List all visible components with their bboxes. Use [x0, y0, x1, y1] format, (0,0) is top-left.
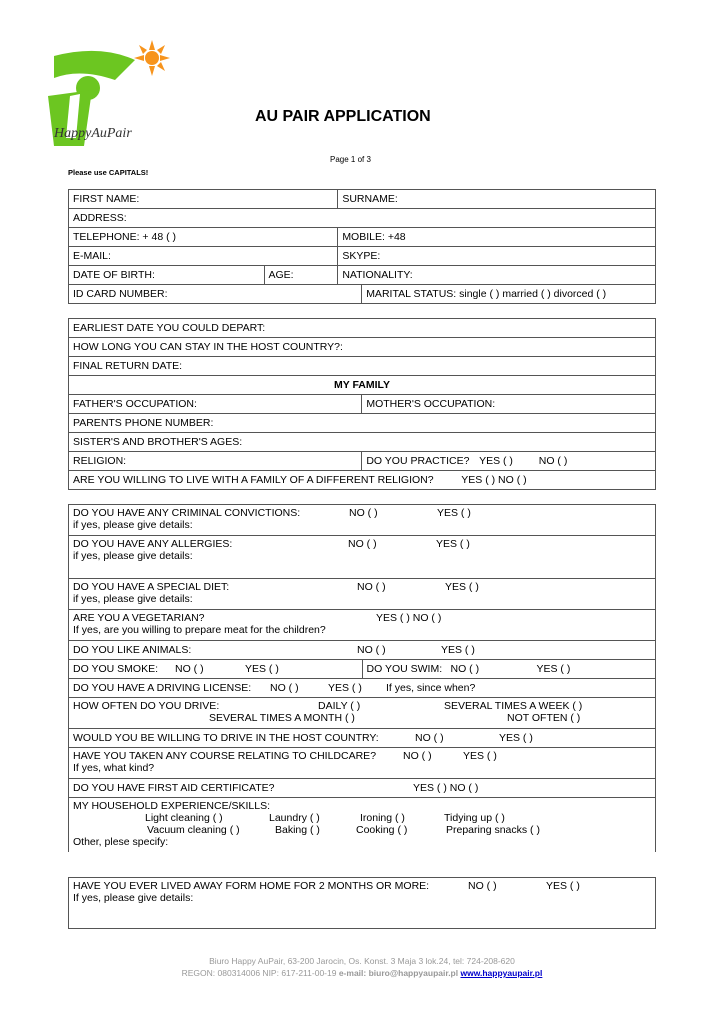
tidying-option[interactable]: Tidying up ( ): [444, 812, 505, 824]
first-aid-question: DO YOU HAVE FIRST AID CERTIFICATE?: [73, 782, 275, 794]
practice-no-option[interactable]: NO ( ): [538, 455, 568, 467]
telephone-field[interactable]: TELEPHONE: + 48 ( ): [69, 228, 338, 247]
footer-website-link[interactable]: www.happyaupair.pl: [460, 968, 543, 978]
diet-details-label: if yes, please give details:: [73, 593, 193, 605]
father-occupation-field[interactable]: FATHER'S OCCUPATION:: [69, 395, 362, 414]
smoke-no-option[interactable]: NO ( ): [175, 663, 204, 675]
license-question: DO YOU HAVE A DRIVING LICENSE:: [73, 682, 252, 694]
different-religion-question: ARE YOU WILLING TO LIVE WITH A FAMILY OF A DIFFERENT RELIGION?: [73, 474, 434, 486]
page-number: Page 1 of 3: [330, 155, 371, 164]
happyaupair-logo: [40, 38, 180, 150]
footer-address: Biuro Happy AuPair, 63-200 Jarocin, Os. Konst. 3 Maja 3 lok.24, tel: 724-208-620: [209, 956, 515, 966]
vegetarian-row: [69, 610, 656, 641]
drive-month-option[interactable]: SEVERAL TIMES A MONTH ( ): [209, 712, 355, 724]
capitals-note: Please use CAPITALS!: [68, 168, 149, 177]
address-field[interactable]: ADDRESS:: [69, 209, 656, 228]
license-since-question: If yes, since when?: [386, 682, 476, 694]
footer-company-line: [0, 968, 724, 978]
allergies-yes-option[interactable]: YES ( ): [436, 538, 470, 550]
driving-license-row: [69, 679, 656, 698]
surname-field[interactable]: SURNAME:: [338, 190, 656, 209]
drive-week-option[interactable]: SEVERAL TIMES A WEEK ( ): [444, 700, 583, 712]
light-cleaning-option[interactable]: Light cleaning ( ): [145, 812, 223, 824]
lived-away-question: HAVE YOU EVER LIVED AWAY FORM HOME FOR 2 MONTHS OR MORE:: [73, 880, 430, 892]
personal-info-table: [68, 189, 656, 304]
health-skills-table: [68, 504, 656, 852]
criminal-question: DO YOU HAVE ANY CRIMINAL CONVICTIONS:: [73, 507, 301, 519]
nationality-field[interactable]: NATIONALITY:: [338, 266, 656, 285]
snacks-option[interactable]: Preparing snacks ( ): [446, 824, 540, 836]
household-skills-row: [69, 798, 656, 853]
swim-question: DO YOU SWIM:: [366, 663, 443, 675]
other-skills-label: Other, plese specify:: [73, 836, 169, 848]
email-field[interactable]: E-MAIL:: [69, 247, 338, 266]
id-card-field[interactable]: ID CARD NUMBER:: [69, 285, 362, 304]
host-drive-question: WOULD YOU BE WILLING TO DRIVE IN THE HOST COUNTRY:: [73, 732, 379, 744]
swim-no-option[interactable]: NO ( ): [450, 663, 480, 675]
siblings-ages-field[interactable]: SISTER'S AND BROTHER'S AGES:: [69, 433, 656, 452]
swim-field: [362, 660, 656, 679]
mobile-field[interactable]: MOBILE: +48: [338, 228, 656, 247]
practice-yes-option[interactable]: YES ( ): [479, 455, 513, 467]
host-drive-row: [69, 729, 656, 748]
diet-question: DO YOU HAVE A SPECIAL DIET:: [73, 581, 230, 593]
swim-yes-option[interactable]: YES ( ): [536, 663, 571, 675]
childcare-row: [69, 748, 656, 779]
lived-away-row: [69, 878, 656, 929]
host-drive-yes-option[interactable]: YES ( ): [499, 732, 533, 744]
childcare-no-option[interactable]: NO ( ): [403, 750, 432, 762]
first-aid-row: [69, 779, 656, 798]
vegetarian-meat-question: If yes, are you willing to prepare meat for the children?: [73, 624, 326, 636]
laundry-option[interactable]: Laundry ( ): [269, 812, 320, 824]
host-drive-no-option[interactable]: NO ( ): [415, 732, 444, 744]
earliest-departure-field[interactable]: EARLIEST DATE YOU COULD DEPART:: [69, 319, 656, 338]
household-question: MY HOUSEHOLD EXPERIENCE/SKILLS:: [73, 800, 271, 812]
footer-regon: REGON: 080314006 NIP: 617-211-00-19: [181, 968, 337, 978]
lived-away-no-option[interactable]: NO ( ): [468, 880, 497, 892]
page-title: AU PAIR APPLICATION: [255, 108, 431, 125]
ironing-option[interactable]: Ironing ( ): [360, 812, 405, 824]
different-religion-options[interactable]: YES ( ) NO ( ): [461, 474, 527, 486]
drive-not-often-option[interactable]: NOT OFTEN ( ): [507, 712, 581, 724]
childcare-question: HAVE YOU TAKEN ANY COURSE RELATING TO CHILDCARE?: [73, 750, 377, 762]
animals-yes-option[interactable]: YES ( ): [441, 644, 475, 656]
practice-field: [362, 452, 656, 471]
lived-away-yes-option[interactable]: YES ( ): [546, 880, 580, 892]
stay-length-field[interactable]: HOW LONG YOU CAN STAY IN THE HOST COUNTRY?:: [69, 338, 656, 357]
license-yes-option[interactable]: YES ( ): [328, 682, 362, 694]
diet-no-option[interactable]: NO ( ): [357, 581, 386, 593]
criminal-details-label: if yes, please give details:: [73, 519, 193, 531]
diet-row: [69, 579, 656, 610]
allergies-row: [69, 536, 656, 579]
final-return-field[interactable]: FINAL RETURN DATE:: [69, 357, 656, 376]
vacuum-cleaning-option[interactable]: Vacuum cleaning ( ): [147, 824, 240, 836]
baking-option[interactable]: Baking ( ): [275, 824, 320, 836]
criminal-no-option[interactable]: NO ( ): [349, 507, 378, 519]
animals-row: [69, 641, 656, 660]
allergies-question: DO YOU HAVE ANY ALLERGIES:: [73, 538, 233, 550]
first-name-field[interactable]: FIRST NAME:: [69, 190, 338, 209]
first-aid-options[interactable]: YES ( ) NO ( ): [413, 782, 479, 794]
allergies-details-label: if yes, please give details:: [73, 550, 193, 562]
footer-email[interactable]: e-mail: biuro@happyaupair.pl: [338, 968, 459, 978]
age-field[interactable]: AGE:: [264, 266, 338, 285]
lived-away-details-label: If yes, please give details:: [73, 892, 194, 904]
date-of-birth-field[interactable]: DATE OF BIRTH:: [69, 266, 265, 285]
lived-away-table: [68, 877, 656, 929]
childcare-kind-question: If yes, what kind?: [73, 762, 155, 774]
animals-no-option[interactable]: NO ( ): [357, 644, 386, 656]
parents-phone-field[interactable]: PARENTS PHONE NUMBER:: [69, 414, 656, 433]
drive-question: HOW OFTEN DO YOU DRIVE:: [73, 700, 220, 712]
childcare-yes-option[interactable]: YES ( ): [463, 750, 497, 762]
smoke-yes-option[interactable]: YES ( ): [245, 663, 279, 675]
allergies-no-option[interactable]: NO ( ): [348, 538, 377, 550]
mother-occupation-field[interactable]: MOTHER'S OCCUPATION:: [362, 395, 656, 414]
license-no-option[interactable]: NO ( ): [270, 682, 299, 694]
animals-question: DO YOU LIKE ANIMALS:: [73, 644, 192, 656]
cooking-option[interactable]: Cooking ( ): [356, 824, 408, 836]
diet-yes-option[interactable]: YES ( ): [445, 581, 479, 593]
family-info-table: [68, 318, 656, 490]
religion-field[interactable]: RELIGION:: [69, 452, 362, 471]
svg-text:HappyAuPair: HappyAuPair: [54, 126, 132, 141]
drive-daily-option[interactable]: DAILY ( ): [318, 700, 361, 712]
my-family-heading: MY FAMILY: [69, 376, 656, 395]
vegetarian-question: ARE YOU A VEGETARIAN?: [73, 612, 205, 624]
drive-frequency-row: [69, 698, 656, 729]
marital-status-field[interactable]: MARITAL STATUS: single ( ) married ( ) divorced ( ): [362, 285, 656, 304]
different-religion-row: [69, 471, 656, 490]
skype-field[interactable]: SKYPE:: [338, 247, 656, 266]
criminal-row: [69, 505, 656, 536]
practice-question: DO YOU PRACTICE?: [366, 455, 470, 467]
smoke-question: DO YOU SMOKE:: [73, 663, 158, 675]
criminal-yes-option[interactable]: YES ( ): [437, 507, 471, 519]
vegetarian-options[interactable]: YES ( ) NO ( ): [376, 612, 442, 624]
smoke-field: [69, 660, 363, 679]
